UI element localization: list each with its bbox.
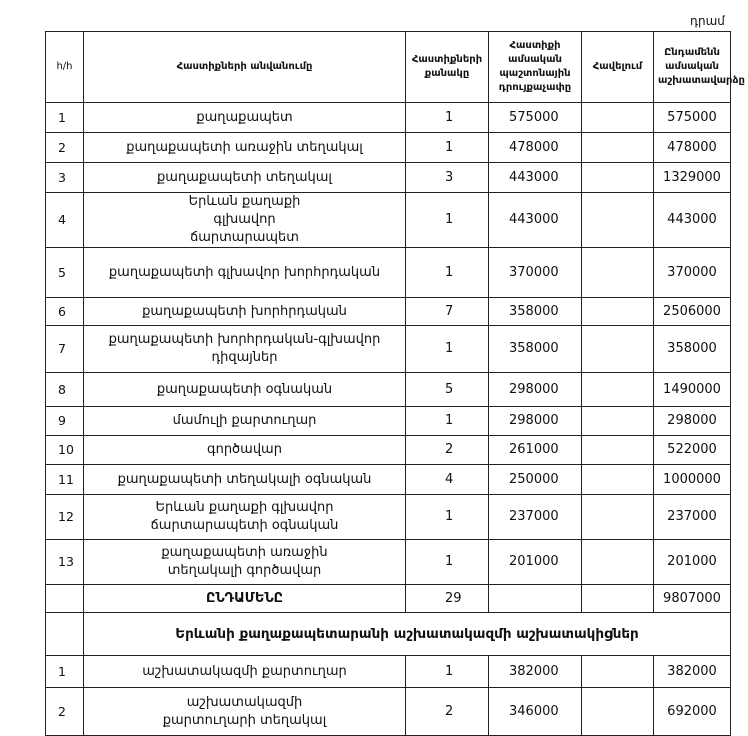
row-total: 1490000	[654, 373, 731, 407]
row-pay: 478000	[489, 133, 582, 163]
row-qty: 1	[406, 133, 489, 163]
row-qty: 1	[406, 495, 489, 540]
row-num: 7	[46, 326, 84, 373]
row-pay: 201000	[489, 540, 582, 585]
row-name: քաղաքապետի խորհրդական-գլխավոր դիզայներ	[84, 326, 406, 373]
row-qty: 1	[406, 103, 489, 133]
row-qty: 7	[406, 298, 489, 326]
summary-total: 9807000	[654, 585, 731, 613]
row-name: քաղաքապետի տեղակալ	[84, 163, 406, 193]
row-qty: 2	[406, 436, 489, 465]
row-qty: 1	[406, 540, 489, 585]
row-extra	[582, 133, 654, 163]
table-row	[46, 656, 731, 688]
table-row	[46, 133, 731, 163]
row-extra	[582, 103, 654, 133]
row-name: քաղաքապետի առաջին տեղակալի գործավար	[84, 540, 406, 585]
row-name: քաղաքապետի առաջին տեղակալ	[84, 133, 406, 163]
row-num: 6	[46, 298, 84, 326]
row-extra	[582, 373, 654, 407]
row-name: մամուլի քարտուղար	[84, 407, 406, 436]
table-row	[46, 193, 731, 248]
table-row	[46, 248, 731, 298]
row-num: 3	[46, 163, 84, 193]
row-extra	[582, 495, 654, 540]
row-total: 478000	[654, 133, 731, 163]
header-row	[46, 32, 731, 103]
row-qty: 2	[406, 688, 489, 736]
row-total: 358000	[654, 326, 731, 373]
row-pay: 237000	[489, 495, 582, 540]
row-total: 298000	[654, 407, 731, 436]
row-name: քաղաքապետի տեղակալի օգնական	[84, 465, 406, 495]
row-qty: 1	[406, 407, 489, 436]
row-extra	[582, 248, 654, 298]
row-num: 4	[46, 193, 84, 248]
row-name: քաղաքապետի գլխավոր խորհրդական	[84, 248, 406, 298]
row-pay: 575000	[489, 103, 582, 133]
row-extra	[582, 656, 654, 688]
row-total: 370000	[654, 248, 731, 298]
summary-row	[46, 585, 731, 613]
row-name: Երևան քաղաքի գլխավոր ճարտարապետի օգնական	[84, 495, 406, 540]
header-extra: Հավելում	[582, 32, 654, 103]
row-total: 443000	[654, 193, 731, 248]
row-num: 11	[46, 465, 84, 495]
summary-qty: 29	[406, 585, 489, 613]
staff-salary-table	[45, 31, 745, 736]
row-extra	[582, 163, 654, 193]
row-total: 1000000	[654, 465, 731, 495]
summary-num	[46, 585, 84, 613]
table-row	[46, 465, 731, 495]
row-pay: 443000	[489, 193, 582, 248]
row-extra	[582, 298, 654, 326]
table-row	[46, 407, 731, 436]
row-extra	[582, 540, 654, 585]
row-num: 2	[46, 133, 84, 163]
row-pay: 358000	[489, 298, 582, 326]
currency-unit-label: դրամ	[690, 14, 725, 28]
table-row	[46, 495, 731, 540]
row-num: 5	[46, 248, 84, 298]
row-name: աշխատակազմի քարտուղարի տեղակալ	[84, 688, 406, 736]
row-qty: 1	[406, 326, 489, 373]
row-name: գործավար	[84, 436, 406, 465]
summary-extra	[582, 585, 654, 613]
row-total: 382000	[654, 656, 731, 688]
row-num: 10	[46, 436, 84, 465]
header-name: Հաստիքների անվանումը	[84, 32, 406, 103]
row-pay: 346000	[489, 688, 582, 736]
row-num: 1	[46, 656, 84, 688]
table-row	[46, 163, 731, 193]
row-qty: 1	[406, 248, 489, 298]
summary-pay	[489, 585, 582, 613]
row-num: 13	[46, 540, 84, 585]
row-pay: 358000	[489, 326, 582, 373]
row-name: Երևան քաղաքի գլխավոր ճարտարապետ	[84, 193, 406, 248]
header-num: հ/հ	[46, 32, 84, 103]
row-num: 8	[46, 373, 84, 407]
row-qty: 1	[406, 193, 489, 248]
table-row	[46, 436, 731, 465]
row-name: քաղաքապետ	[84, 103, 406, 133]
row-qty: 4	[406, 465, 489, 495]
row-total: 522000	[654, 436, 731, 465]
row-pay: 382000	[489, 656, 582, 688]
row-extra	[582, 407, 654, 436]
row-name: քաղաքապետի օգնական	[84, 373, 406, 407]
table-row	[46, 688, 731, 736]
table-row	[46, 298, 731, 326]
section-row	[46, 613, 731, 656]
row-total: 201000	[654, 540, 731, 585]
header-qty: Հաստիքների քանակը	[406, 32, 489, 103]
row-name: աշխատակազմի քարտուղար	[84, 656, 406, 688]
row-num: 9	[46, 407, 84, 436]
header-pay: Հաստիքի ամսական պաշտոնային դրույքաչափը	[489, 32, 582, 103]
row-extra	[582, 688, 654, 736]
row-num: 2	[46, 688, 84, 736]
row-total: 692000	[654, 688, 731, 736]
header-total: Ընդամենն ամսական աշխատավարձը	[654, 32, 731, 103]
row-total: 237000	[654, 495, 731, 540]
row-num: 12	[46, 495, 84, 540]
row-total: 575000	[654, 103, 731, 133]
section-title: Երևանի քաղաքապետարանի աշխատակազմի աշխատակիցներ	[84, 613, 731, 656]
table-row	[46, 540, 731, 585]
table-row	[46, 326, 731, 373]
row-name: քաղաքապետի խորհրդական	[84, 298, 406, 326]
section-num	[46, 613, 84, 656]
row-extra	[582, 436, 654, 465]
row-pay: 261000	[489, 436, 582, 465]
summary-label: ԸՆԴԱՄԵՆԸ	[84, 585, 406, 613]
row-extra	[582, 326, 654, 373]
row-extra	[582, 465, 654, 495]
row-pay: 250000	[489, 465, 582, 495]
row-qty: 5	[406, 373, 489, 407]
table-row	[46, 103, 731, 133]
row-total: 1329000	[654, 163, 731, 193]
row-qty: 3	[406, 163, 489, 193]
table-row	[46, 373, 731, 407]
row-extra	[582, 193, 654, 248]
row-qty: 1	[406, 656, 489, 688]
row-pay: 298000	[489, 407, 582, 436]
row-pay: 443000	[489, 163, 582, 193]
row-pay: 370000	[489, 248, 582, 298]
row-num: 1	[46, 103, 84, 133]
row-total: 2506000	[654, 298, 731, 326]
row-pay: 298000	[489, 373, 582, 407]
